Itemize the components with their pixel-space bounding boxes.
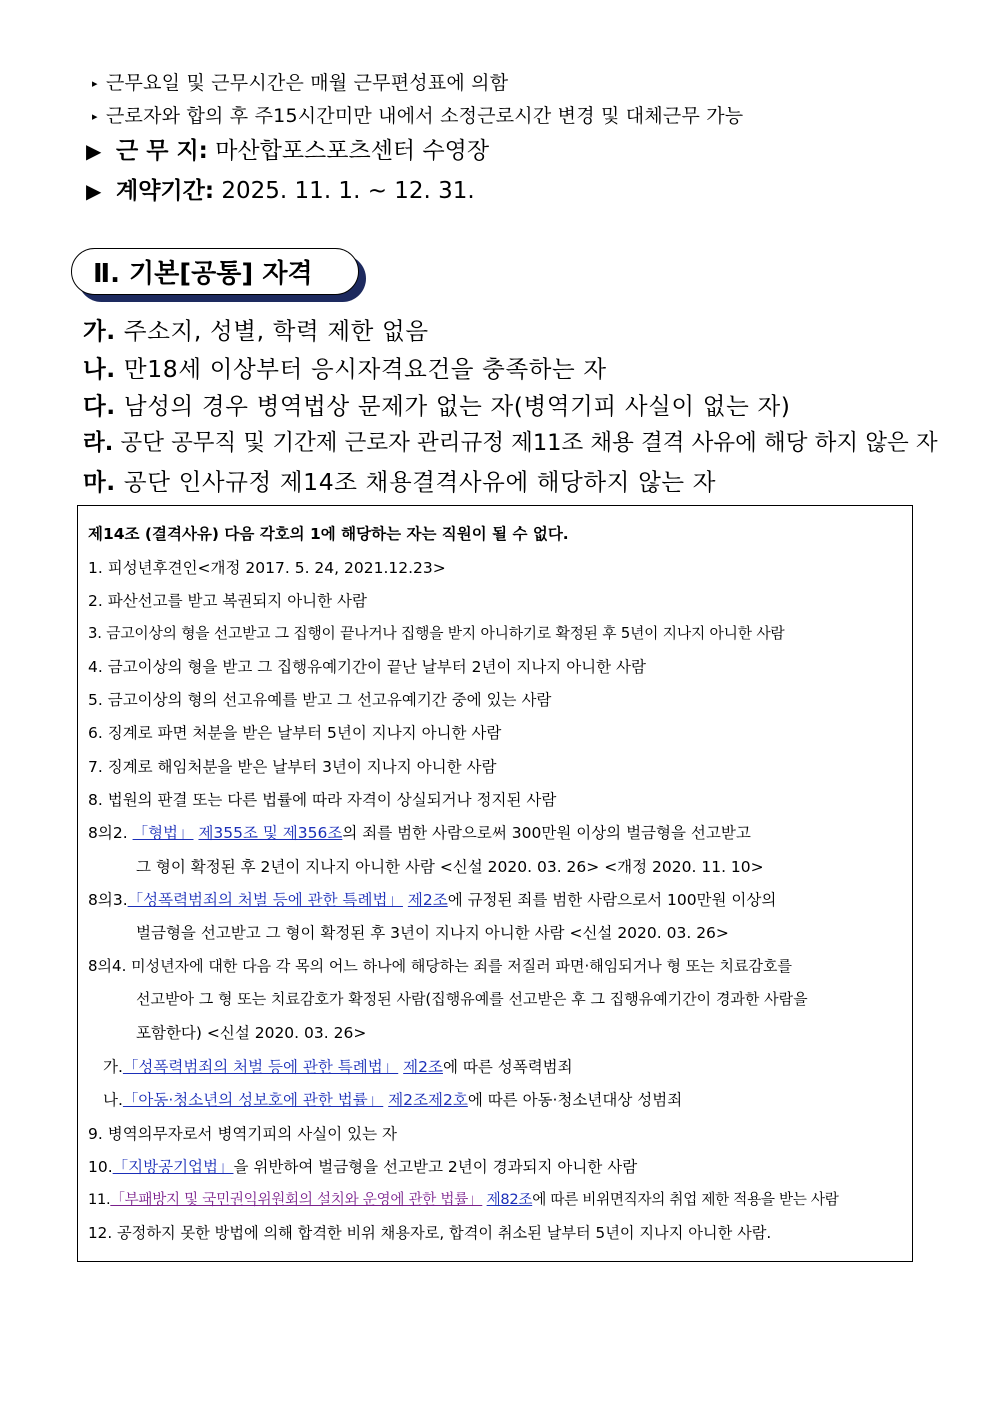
triangle-bullet-icon: ▶: [86, 139, 102, 163]
item-value: 2025. 11. 1. ~ 12. 31.: [221, 178, 475, 204]
line-prefix: 10.: [88, 1158, 113, 1176]
article-line-8-4-cont-1: 선고받아 그 형 또는 치료감호가 확정된 사람(집행유예를 선고받은 후 그 집행유예기간이 경과한 사람을: [136, 990, 808, 1008]
qualification-text: 남성의 경우 병역법상 문제가 없는 자(병역기피 사실이 없는 자): [123, 392, 791, 420]
article-line-8-2-cont: 그 형이 확정된 후 2년이 지나지 아니한 사람 <신설 2020. 03. 26> <개정 2020. 11. 10>: [136, 858, 764, 876]
article-line-2: 2. 파산선고를 받고 복권되지 아니한 사람: [88, 592, 367, 610]
qualification-text: 공단 공무직 및 기간제 근로자 관리규정 제11조 채용 결격 사유에 해당 하지 않은 자: [120, 430, 938, 456]
item-workplace: [86, 132, 489, 165]
sexual-crimes-act-link[interactable]: 「성폭력범죄의 처벌 등에 관한 특례법」: [122, 1058, 399, 1076]
line-rest: 에 따른 비위면직자의 취업 제한 적용을 받는 사람: [532, 1191, 839, 1208]
line-rest: 을 위반하여 벌금형을 선고받고 2년이 경과되지 아니한 사람: [233, 1158, 638, 1176]
note-text: 근로자와 합의 후 주15시간미만 내에서 소정근로시간 변경 및 대체근무 가능: [106, 105, 744, 127]
item-label: 계약기간:: [116, 178, 215, 204]
qualification-label: 마.: [83, 468, 116, 496]
article-sub-ga: [103, 1055, 573, 1077]
article-355-356-link[interactable]: 제355조 및 제356조: [198, 824, 343, 842]
small-triangle-icon: ▸: [92, 77, 98, 90]
article-line-8-3-cont: 벌금형을 선고받고 그 형이 확정된 후 3년이 지나지 아니한 사람 <신설 2020. 03. 26>: [136, 924, 729, 942]
qualification-ga: [83, 312, 429, 346]
qualification-text: 만18세 이상부터 응시자격요건을 충족하는 자: [123, 355, 607, 383]
article-2-link[interactable]: 제2조: [403, 1058, 443, 1076]
article-line-11: [88, 1188, 839, 1209]
qualification-text: 공단 인사규정 제14조 채용결격사유에 해당하지 않는 자: [123, 468, 717, 496]
qualification-label: 가.: [83, 317, 116, 345]
article-line-1: 1. 피성년후견인<개정 2017. 5. 24, 2021.12.23>: [88, 559, 446, 577]
article-14-box: [77, 505, 913, 1262]
article-line-8: 8. 법원의 판결 또는 다른 법률에 따라 자격이 상실되거나 정지된 사람: [88, 791, 557, 809]
criminal-act-link[interactable]: 「형법」: [132, 824, 194, 842]
local-public-enterprises-act-link[interactable]: 「지방공기업법」: [112, 1158, 234, 1176]
qualification-na: [83, 350, 607, 384]
line-prefix: 8의3.: [88, 891, 128, 909]
article-line-8-2: [88, 821, 751, 843]
qualification-label: 나.: [83, 355, 116, 383]
article-line-6: 6. 징계로 파면 처분을 받은 날부터 5년이 지나지 아니한 사람: [88, 724, 502, 742]
qualification-label: 다.: [83, 392, 116, 420]
article-line-3: 3. 금고이상의 형을 선고받고 그 집행이 끝나거나 집행을 받지 아니하기로 확정된 후 5년이 지나지 아니한 사람: [88, 625, 785, 642]
article-line-12: 12. 공정하지 못한 방법에 의해 합격한 비위 채용자로, 합격이 취소된 날부터 5년이 지나지 아니한 사람.: [88, 1224, 772, 1242]
item-contract-period: [86, 172, 475, 205]
article-82-link[interactable]: 제82조: [486, 1191, 533, 1208]
line-prefix: 나.: [103, 1091, 123, 1109]
article-line-9: 9. 병역의무자로서 병역기피의 사실이 있는 자: [88, 1125, 397, 1143]
line-rest: 에 따른 아동·청소년대상 성범죄: [467, 1091, 683, 1109]
article-line-4: 4. 금고이상의 형을 받고 그 집행유예기간이 끝난 날부터 2년이 지나지 아니한 사람: [88, 658, 646, 676]
article-sub-na: [103, 1088, 682, 1110]
qualification-da: [83, 387, 791, 421]
small-triangle-icon: ▸: [92, 110, 98, 123]
article-line-8-4-cont-2: 포함한다) <신설 2020. 03. 26>: [136, 1024, 367, 1042]
note-work-days: [92, 68, 508, 95]
article-line-5: 5. 금고이상의 형의 선고유예를 받고 그 선고유예기간 중에 있는 사람: [88, 691, 552, 709]
article-line-8-4: 8의4. 미성년자에 대한 다음 각 목의 어느 하나에 해당하는 죄를 저질러 파면·해임되거나 형 또는 치료감호를: [88, 957, 792, 975]
line-prefix: 가.: [103, 1058, 123, 1076]
qualification-ra: [83, 425, 938, 457]
section-title: Ⅱ. 기본[공통] 자격: [93, 259, 313, 289]
item-value: 마산합포스포츠센터 수영장: [215, 138, 490, 164]
anti-corruption-act-link[interactable]: 「부패방지 및 국민권익위원회의 설치와 운영에 관한 법률」: [110, 1191, 483, 1208]
article-line-10: [88, 1155, 637, 1177]
line-prefix: 11.: [88, 1191, 111, 1208]
item-label: 근 무 지:: [116, 138, 208, 164]
line-prefix: 8의2.: [88, 824, 133, 842]
note-hours-change: [92, 101, 743, 128]
article-line-7: 7. 징계로 해임처분을 받은 날부터 3년이 지나지 아니한 사람: [88, 758, 497, 776]
article-2-2-link[interactable]: 제2조제2호: [388, 1091, 468, 1109]
line-rest: 의 죄를 범한 사람으로써 300만원 이상의 벌금형을 선고받고: [342, 824, 751, 842]
note-text: 근무요일 및 근무시간은 매월 근무편성표에 의함: [106, 72, 509, 94]
qualification-text: 주소지, 성별, 학력 제한 없음: [123, 317, 429, 345]
sexual-crimes-act-link[interactable]: 「성폭력범죄의 처벌 등에 관한 특례법」: [127, 891, 403, 909]
triangle-bullet-icon: ▶: [86, 179, 102, 203]
youth-protection-act-link[interactable]: 「아동·청소년의 성보호에 관한 법률」: [122, 1091, 384, 1109]
article-heading: 제14조 (결격사유) 다음 각호의 1에 해당하는 자는 직원이 될 수 없다.: [88, 525, 569, 543]
article-2-link[interactable]: 제2조: [407, 891, 448, 909]
qualification-label: 라.: [83, 430, 114, 456]
line-rest: 에 규정된 죄를 범한 사람으로서 100만원 이상의: [447, 891, 777, 909]
article-line-8-3: [88, 888, 776, 910]
qualification-ma: [83, 463, 716, 497]
line-rest: 에 따른 성폭력범죄: [442, 1058, 573, 1076]
